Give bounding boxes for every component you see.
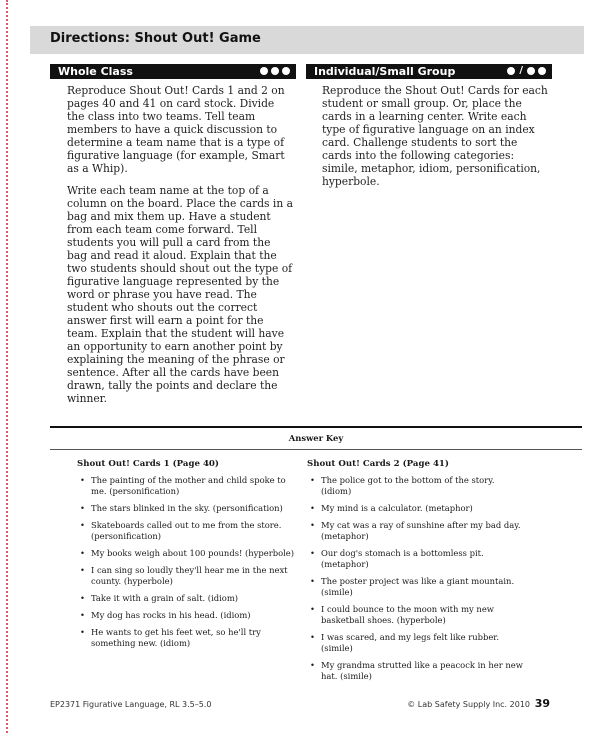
- individual-paragraph-1: Reproduce the Shout Out! Cards for each student or small group. Or, place the cards in a learning center. Write each type of figurative language on an index card. Challenge students to sort the cards into the following categories: simile, metaphor, idiom, personification, hyperbole.: [322, 84, 548, 188]
- list-item: • My mind is a calculator. (metaphor): [310, 503, 473, 513]
- directions-title: Directions: Shout Out! Game: [50, 31, 261, 46]
- whole-class-paragraph-1: Reproduce Shout Out! Cards 1 and 2 on pages 40 and 41 on card stock. Divide the class into two teams. Tell team members to have a quick discussion to determine a team name that is a type of figurative language (for example, Smart as a Whip).: [67, 84, 285, 175]
- whole-class-text: [67, 84, 293, 414]
- answer-key-divider: [50, 449, 582, 450]
- list-item: • The painting of the mother and child spoke to me. (personification): [80, 475, 286, 496]
- dot-slash-dots-icon: /: [507, 67, 546, 75]
- whole-class-header: [50, 64, 296, 79]
- list-item: • Our dog's stomach is a bottomless pit. (metaphor): [310, 548, 484, 569]
- footer-left: EP2371 Figurative Language, RL 3.5–5.0: [50, 700, 212, 709]
- list-item: • My books weigh about 100 pounds! (hyperbole): [80, 548, 295, 558]
- list-item: • Take it with a grain of salt. (idiom): [80, 593, 239, 603]
- list-item: • My grandma strutted like a peacock in her new hat. (simile): [310, 660, 523, 681]
- whole-class-heading: Whole Class: [58, 65, 133, 78]
- list-item: • The stars blinked in the sky. (personification): [80, 503, 283, 513]
- list-item: • I was scared, and my legs felt like rubber. (simile): [310, 632, 500, 653]
- answer-key-top-rule: [50, 426, 582, 428]
- answer-key-column-2: [307, 459, 525, 688]
- individual-header: [306, 64, 552, 79]
- individual-text: [322, 84, 548, 197]
- list-item: • I could bounce to the moon with my new basketball shoes. (hyperbole): [310, 604, 494, 625]
- dotted-margin-line: [6, 0, 8, 733]
- page-number: 39: [534, 697, 550, 710]
- cards-1-heading: Shout Out! Cards 1 (Page 40): [77, 459, 219, 469]
- list-item: • The poster project was like a giant mountain. (simile): [310, 576, 515, 597]
- list-item: • My cat was a ray of sunshine after my bad day. (metaphor): [310, 520, 521, 541]
- list-item: • I can sing so loudly they'll hear me in the next county. (hyperbole): [80, 565, 288, 586]
- three-dots-icon: [260, 67, 290, 75]
- directions-bar: [30, 26, 584, 54]
- cards-2-heading: Shout Out! Cards 2 (Page 41): [307, 459, 449, 469]
- list-item: • Skateboards called out to me from the store. (personification): [80, 520, 282, 541]
- list-item: • The police got to the bottom of the story. (idiom): [310, 475, 495, 496]
- answer-key-column-1: [77, 459, 297, 655]
- footer-copyright: © Lab Safety Supply Inc. 2010: [407, 700, 530, 709]
- list-item: • My dog has rocks in his head. (idiom): [80, 610, 251, 620]
- individual-heading: Individual/Small Group: [314, 65, 456, 78]
- answer-key-title: Answer Key: [288, 433, 344, 443]
- whole-class-paragraph-2: Write each team name at the top of a column on the board. Place the cards in a bag and mix them up. Have a student from each team come forward. Tell students you will pull a card from the bag and read it aloud. Explain that the two students should shout out the type of figurative language represented by the word or phrase you have read. The student who shouts out the correct answer first will earn a point for the team. Explain that the student will have an opportunity to earn another point by explaining the meaning of the phrase or sentence. After all the cards have been drawn, tally the points and declare the winner.: [67, 184, 293, 405]
- list-item: • He wants to get his feet wet, so he'll try something new. (idiom): [80, 627, 261, 648]
